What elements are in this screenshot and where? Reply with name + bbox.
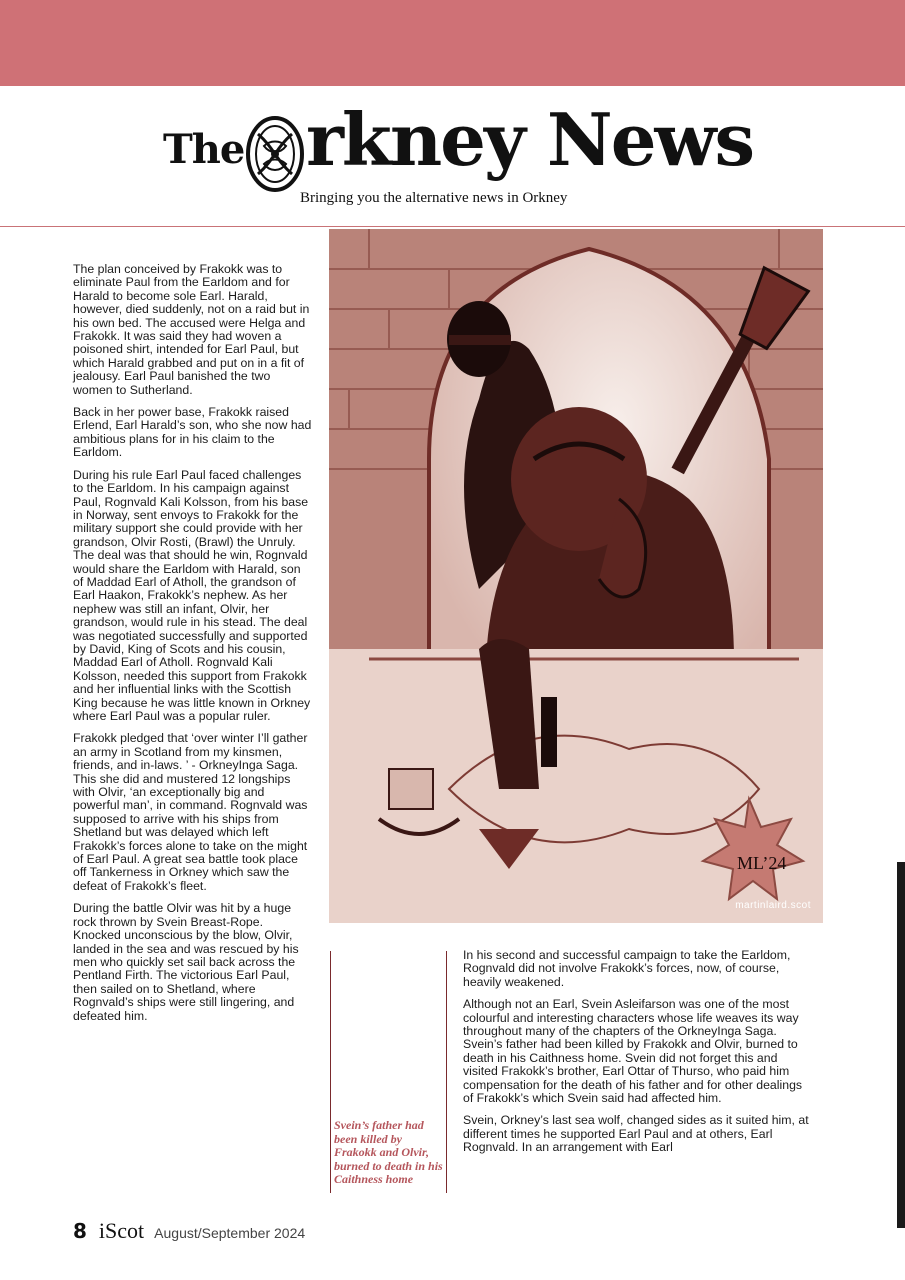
- paragraph: During the battle Olvir was hit by a huge rock thrown by Svein Breast-Rope. Knocked unconscious by the blow, Olvir, landed in the sea and was rescued by his men who quickly set sail back across the Pentland Firth. The victorious Earl Paul, then sailed on to Shetland, where Rognvald’s ships were still lingering, and defeated him.: [73, 901, 299, 1023]
- top-color-band: [0, 0, 905, 86]
- paragraph: Svein, Orkney’s last sea wolf, changed sides as it suited him, at different times he supported Earl Paul and at others, Earl Rognvald. In an arrangement with Earl: [463, 1113, 809, 1155]
- magazine-brand: iScot: [98, 1218, 145, 1243]
- article-illustration: [329, 229, 823, 923]
- paragraph: Frakokk pledged that ‘over winter I’ll gather an army in Scotland from my kinsmen, friends, and in-laws. ’ - OrkneyInga Saga. This she did and mustered 12 longships with Olvir, ‘an exceptionally big and powerful man’, in command. Rognvald was supposed to arrive with his ships from Shetland but was delayed which left Frakokk’s forces alone to take on the might of Earl Paul. A great sea battle took place off Tankerness in Orkney which saw the defeat of Frakokk’s fleet.: [73, 731, 308, 893]
- article-column-left: [73, 263, 313, 1032]
- paragraph: Back in her power base, Frakokk raised Erlend, Earl Harald’s son, who she now had ambitious plans for in his claim to the Earldom.: [73, 405, 312, 460]
- masthead-title: rkney News: [306, 97, 754, 182]
- pullquote-rule-right: [446, 951, 447, 1193]
- celtic-knot-o-icon: [244, 114, 306, 194]
- pullquote: Svein’s father had been killed by Frakokk and Olvir, burned to death in his Caithness home: [334, 1118, 443, 1187]
- paragraph: Although not an Earl, Svein Asleifarson was one of the most colourful and interesting characters whose life weaves its way throughout many of the chapters of the OrkneyInga Saga. Svein’s father had been killed by Frakokk and Olvir, burned to death in his Caithness home. Svein did not forget this and visited Frakokk’s brother, Earl Ottar of Thurso, who paid him compensation for the death of his father and for other dealings of Frakokk’s which Svein said had affected him.: [463, 997, 803, 1106]
- illustration-credit: martinlaird.scot: [735, 900, 811, 911]
- pullquote-rule-left: [330, 951, 331, 1193]
- artist-signature: ML’24: [737, 853, 787, 873]
- issue-date: August/September 2024: [154, 1225, 306, 1241]
- masthead: [0, 86, 905, 226]
- article-column-right: [463, 949, 813, 1164]
- paragraph: In his second and successful campaign to take the Earldom, Rognvald did not involve Frakokk’s forces, now, of course, heavily weakened.: [463, 948, 791, 989]
- page-number: 8: [73, 1219, 87, 1243]
- masthead-tagline: Bringing you the alternative news in Orkney: [300, 190, 568, 206]
- masthead-the: The: [163, 126, 245, 173]
- page-edge-tab: [897, 862, 905, 1228]
- masthead-divider: [0, 226, 905, 227]
- paragraph: During his rule Earl Paul faced challenges to the Earldom. In his campaign against Paul, Rognvald Kali Kolsson, from his base in Norway, sent envoys to Frakokk for the military support she could provide with her grandson, Olvir Rosti, (Brawl) the Unruly. The deal was that should he win, Rognvald would share the Earldom with Harald, son of Maddad Earl of Atholl, the grandson of Earl Haakon, Frakokk’s nephew. As her nephew was still an infant, Olvir, her grandson, would rule in his stead. The deal was negotiated successfully and supported by David, King of Scots and his cousin, Maddad Earl of Atholl. Rognvald Kali Kolsson, needed this support from Frakokk and her influential links with the Scottish King because he was little known in Orkney where Earl Paul was a popular ruler.: [73, 467, 311, 723]
- paragraph: The plan conceived by Frakokk was to eliminate Paul from the Earldom and for Harald to become sole Earl. Harald, however, died suddenly, not on a raid but in his own bed. The accused were Helga and Frakokk. It was said they had woven a poisoned shirt, intended for Earl Paul, but which Harald grabbed and put on in a fit of jealousy. Earl Paul banished the two women to Sutherland.: [73, 262, 310, 397]
- page-footer: [73, 1218, 305, 1246]
